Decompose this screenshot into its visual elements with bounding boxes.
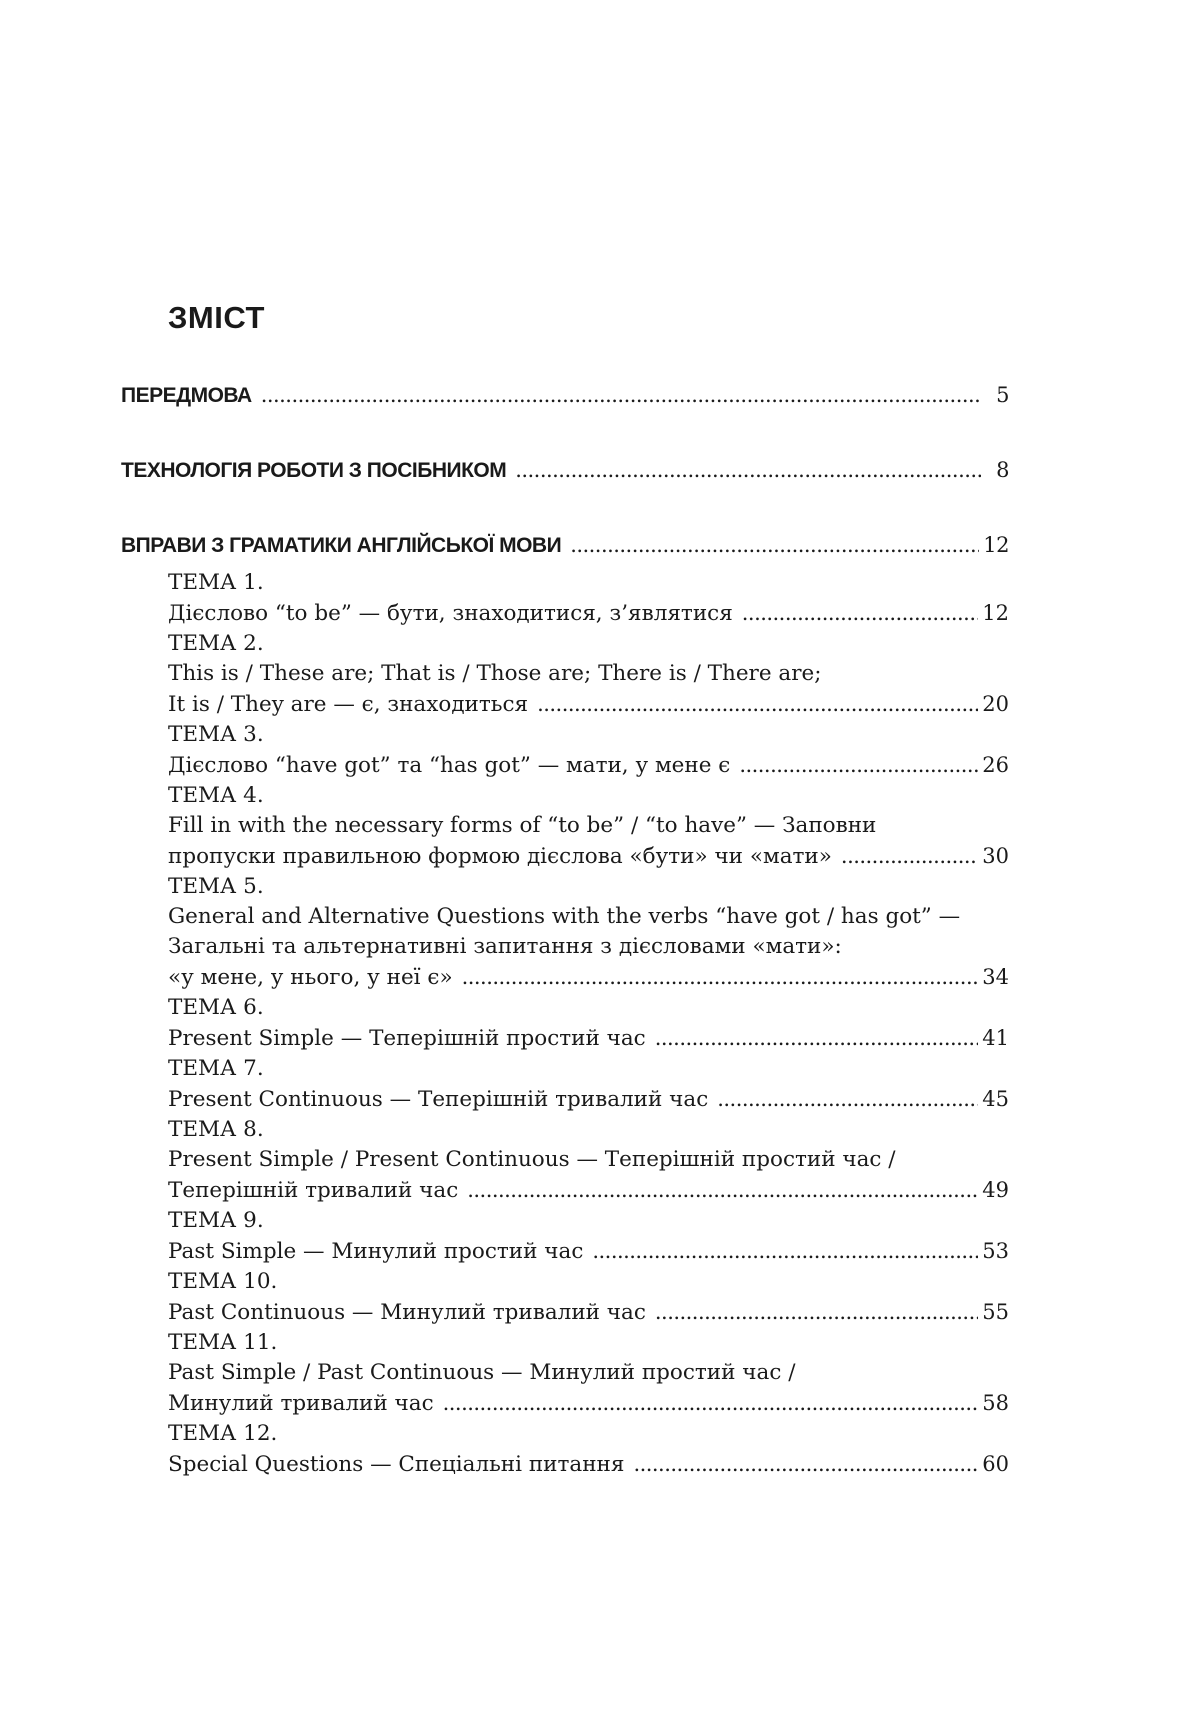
section-spacer <box>121 485 1009 530</box>
dot-leader <box>739 750 978 780</box>
topic-title-line <box>168 598 1009 629</box>
topic-label: ТЕМА 7. <box>168 1056 264 1081</box>
toc-section <box>121 530 1009 560</box>
topic-title-line <box>168 1449 1009 1480</box>
section-spacer <box>121 560 1009 568</box>
dot-leader <box>633 1449 978 1479</box>
toc-topic <box>121 872 1009 993</box>
toc-topic <box>121 629 1009 720</box>
entry-text: «у мене, у нього, у неї є» <box>168 965 453 990</box>
entry-text: ВПРАВИ З ГРАМАТИКИ АНГЛІЙСЬКОЇ МОВИ <box>121 534 562 557</box>
toc-topic <box>121 1054 1009 1115</box>
topic-label: ТЕМА 3. <box>168 722 264 747</box>
table-of-contents <box>121 380 1009 1480</box>
topic-title-line: Загальні та альтернативні запитання з дієсловами «мати»: <box>168 934 842 959</box>
dot-leader <box>655 1297 978 1327</box>
topic-label: ТЕМА 12. <box>168 1421 278 1446</box>
dot-leader <box>592 1236 978 1266</box>
page-number: 8 <box>996 458 1009 482</box>
entry-text: Минулий тривалий час <box>168 1391 434 1416</box>
topic-title-line: Fill in with the necessary forms of “to be” / “to have” — Заповни <box>168 813 877 838</box>
entry-text: ТЕХНОЛОГІЯ РОБОТИ З ПОСІБНИКОМ <box>121 459 507 482</box>
topic-title-line <box>168 841 1009 872</box>
topic-label: ТЕМА 4. <box>168 783 264 808</box>
page-title: ЗМІСТ <box>168 300 265 335</box>
page-number: 12 <box>982 601 1009 625</box>
entry-text: Present Simple — Теперішній простий час <box>168 1026 646 1051</box>
dot-leader <box>443 1388 979 1418</box>
dot-leader <box>655 1023 979 1053</box>
entry-text: Дієслово “have got” та “has got” — мати, у мене є <box>168 753 731 778</box>
dot-leader <box>841 841 978 871</box>
dot-leader <box>537 689 978 719</box>
topic-title-line <box>168 962 1009 993</box>
topic-title-line <box>168 1023 1009 1054</box>
topic-label: ТЕМА 8. <box>168 1117 264 1142</box>
entry-text: Дієслово “to be” — бути, знаходитися, з’являтися <box>168 601 733 626</box>
topic-label: ТЕМА 10. <box>168 1269 278 1294</box>
toc-topic <box>121 993 1009 1054</box>
entry-text: Теперішній тривалий час <box>168 1178 459 1203</box>
page-number: 60 <box>982 1452 1009 1476</box>
toc-topic <box>121 568 1009 629</box>
topic-title-line: General and Alternative Questions with the verbs “have got / has got” — <box>168 904 961 929</box>
topic-title-line: Present Simple / Present Continuous — Теперішній простий час / <box>168 1147 896 1172</box>
page-number: 30 <box>982 844 1009 868</box>
topic-title-line <box>168 1236 1009 1267</box>
page-number: 26 <box>982 753 1009 777</box>
dot-leader <box>742 598 979 628</box>
page-number: 53 <box>982 1239 1009 1263</box>
toc-topic <box>121 720 1009 781</box>
dot-leader <box>467 1175 978 1205</box>
entry-text: Present Continuous — Теперішній тривалий час <box>168 1087 709 1112</box>
dot-leader <box>515 455 981 485</box>
entry-text: ПЕРЕДМОВА <box>121 384 252 407</box>
toc-topic <box>121 1206 1009 1267</box>
toc-topic <box>121 1419 1009 1480</box>
page-number: 5 <box>996 383 1009 407</box>
topic-title-line: This is / These are; That is / Those are; There is / There are; <box>168 661 822 686</box>
topic-title-line <box>168 1175 1009 1206</box>
topic-title-line <box>168 689 1009 720</box>
toc-section <box>121 455 1009 485</box>
page-number: 34 <box>982 965 1009 989</box>
topic-title-line <box>168 1297 1009 1328</box>
toc-topic <box>121 1267 1009 1328</box>
toc-topic <box>121 1328 1009 1419</box>
topic-title-line <box>168 750 1009 781</box>
topic-title-line <box>168 1084 1009 1115</box>
section-spacer <box>121 410 1009 455</box>
topic-title-line <box>168 1388 1009 1419</box>
entry-text: Past Simple — Минулий простий час <box>168 1239 584 1264</box>
topic-label: ТЕМА 9. <box>168 1208 264 1233</box>
topic-label: ТЕМА 6. <box>168 995 264 1020</box>
page-number: 12 <box>983 533 1009 557</box>
entry-text: Past Continuous — Минулий тривалий час <box>168 1300 646 1325</box>
dot-leader <box>462 962 979 992</box>
topic-label: ТЕМА 5. <box>168 874 264 899</box>
entry-text: пропуски правильною формою дієслова «бути» чи «мати» <box>168 844 832 869</box>
topic-label: ТЕМА 1. <box>168 570 264 595</box>
dot-leader <box>717 1084 978 1114</box>
topic-label: ТЕМА 11. <box>168 1330 278 1355</box>
toc-topic <box>121 1115 1009 1206</box>
toc-section <box>121 380 1009 410</box>
topic-title-line: Past Simple / Past Continuous — Минулий простий час / <box>168 1360 796 1385</box>
page-number: 45 <box>982 1087 1009 1111</box>
page-number: 55 <box>982 1300 1009 1324</box>
topic-label: ТЕМА 2. <box>168 631 264 656</box>
page-number: 58 <box>982 1391 1009 1415</box>
entry-text: Special Questions — Спеціальні питання <box>168 1452 625 1477</box>
entry-text: It is / They are — є, знаходиться <box>168 692 529 717</box>
dot-leader <box>570 530 979 560</box>
toc-topic <box>121 781 1009 872</box>
dot-leader <box>261 380 981 410</box>
page-number: 41 <box>982 1026 1009 1050</box>
page-number: 20 <box>982 692 1009 716</box>
page-number: 49 <box>982 1178 1009 1202</box>
